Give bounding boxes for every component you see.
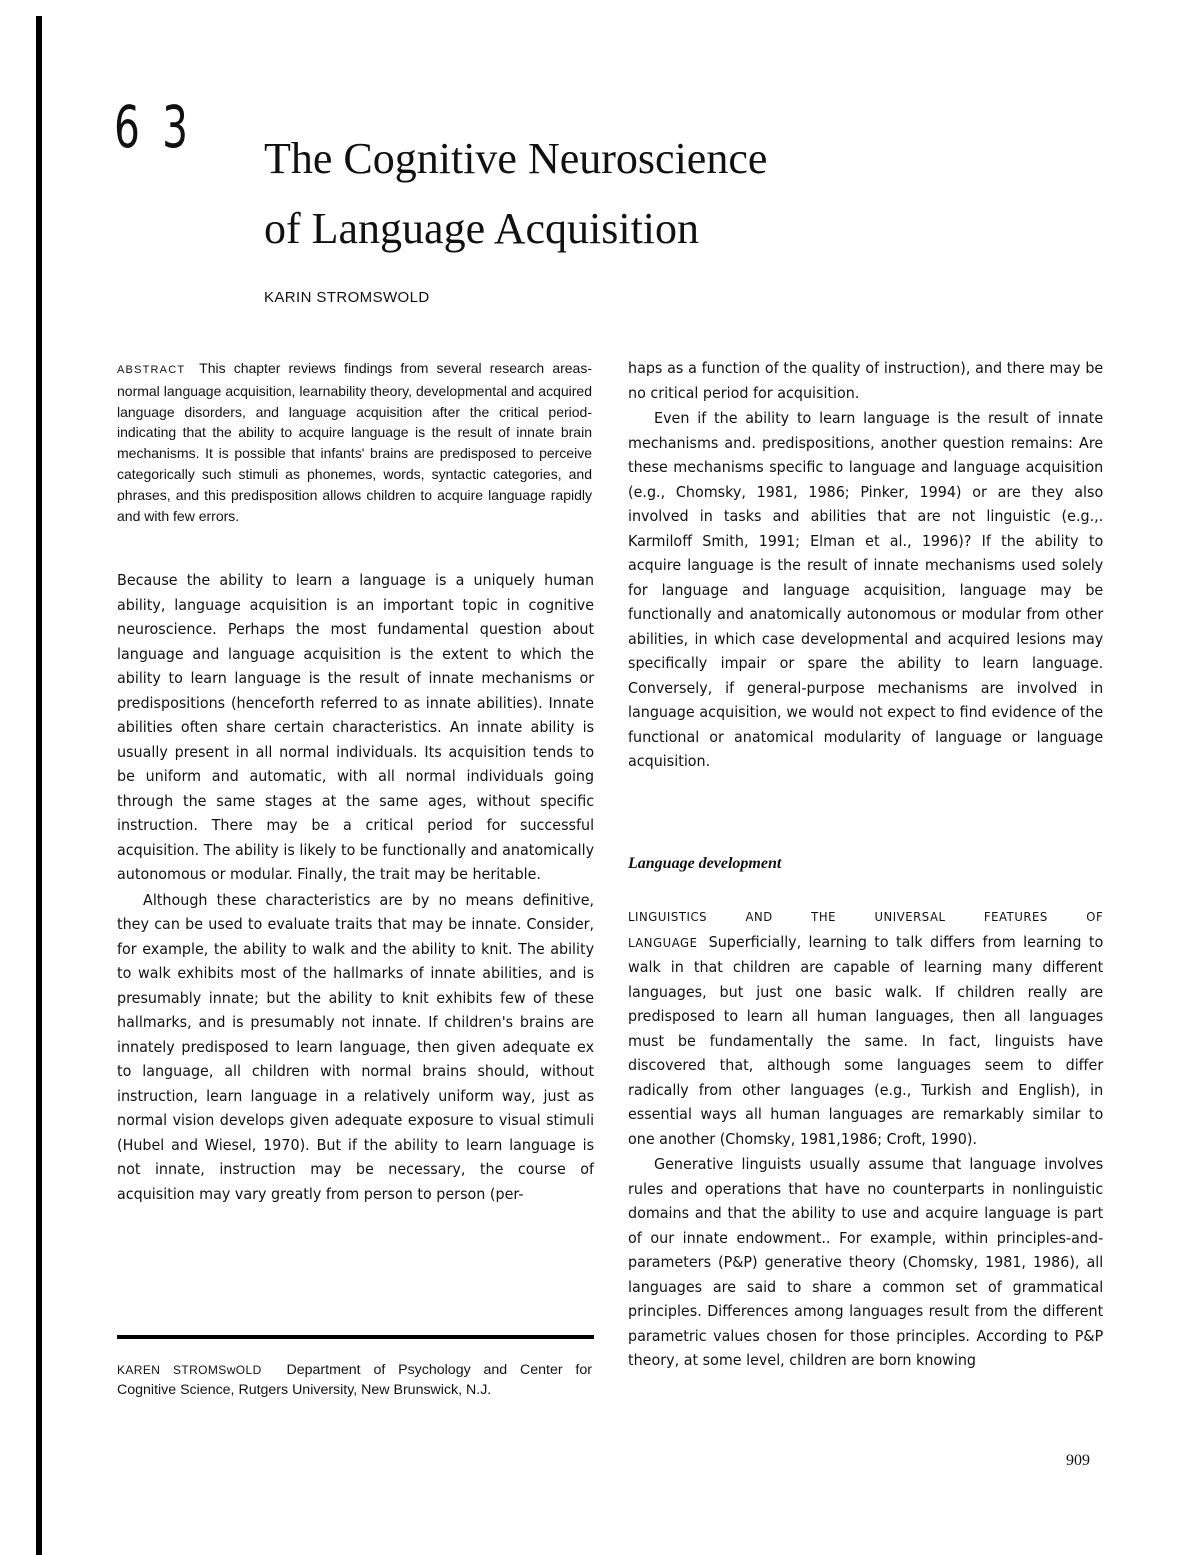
section-heading: Language development [628,855,782,872]
right-column-top [628,356,1103,774]
footnote-rule [117,1335,594,1339]
runin-heading: LINGUISTICS AND THE UNIVERSAL FEATURES OF LANGUAGE [628,909,1104,950]
author-name: KARIN STROMSWOLD [264,289,430,306]
abstract [117,358,592,526]
body-paragraph [628,904,1103,1151]
body-paragraph: Although these characteristics are by no means definitive, they can be used to evaluate traits that may be innate. Consider, for example, the ability to walk and the ability to knit. The ability to walk exhibits most of the hallmarks of innate abilities, and is presumably innate; but the ability to knit exhibits few of these hallmarks, and is presumably not innate. If children's brains are innately predisposed to learn language, then given adequate ex to language, all children with normal brains should, without instruction, learn language in a relatively uniform way, just as normal vision develops given adequate exposure to visual stimuli (Hubel and Wiesel, 1970). But if the ability to learn language is not innate, instruction may be necessary, the course of acquisition may vary greatly from person to person (per- [117,890,595,1203]
chapter-number: 6 3 [114,93,193,161]
footnote-text: Department of Psychology and Center for Cognitive Science, Rutgers University, New Brunswick, N.J. [117,1362,592,1398]
page-number: 909 [1066,1452,1090,1469]
page-edge-rule [36,16,42,1555]
body-paragraph: Generative linguists usually assume that language involves rules and operations that have no counterparts in nonlinguistic domains and that the ability to use and acquire language is part of our innate endowment.. For example, within principles-and-parameters (P&P) generative theory (Chomsky, 1981, 1986), all languages are said to share a common set of grammatical principles. Differences among languages result from the different parametric values chosen for those principles. According to P&P theory, at some level, children are born knowing [628,1155,1104,1369]
abstract-text: This chapter reviews findings from several research areas-normal language acquisition, learnability theory, developmental and acquired language disorders, and language acquisition after the critical period-indicating that the ability to acquire language is the result of innate brain mechanisms. It is possible that infants' brains are predisposed to perceive categorically such stimuli as phonemes, words, syntactic categories, and phrases, and this predisposition allows children to acquire language rapidly and with few errors. [117,360,592,524]
body-paragraph: Even if the ability to learn language is the result of innate mechanisms and. predispositions, another question remains: Are these mechanisms specific to language and language acquisition (e.g., Chomsky, 1981, 1986; Pinker, 1994) or are they also involved in tasks and abilities that are not linguistic (e.g.,. Karmiloff Smith, 1991; Elman et al., 1996)? If the ability to acquire language is the result of innate mechanisms used solely for language and language acquisition, language may be functionally and anatomically autonomous or modular from other abilities, in which case developmental and acquired lesions may specifically impair or spare the ability to learn language. Conversely, if general-purpose mechanisms are involved in language acquisition, we would not expect to find evidence of the functional or anatomical modularity of language or language acquisition. [628,409,1104,770]
footnote-name: KAREN STROMSwOLD [117,1363,262,1377]
abstract-label: ABSTRACT [117,364,186,376]
right-column-bottom [628,904,1103,1373]
chapter-title-line1: The Cognitive Neuroscience [264,134,768,183]
body-paragraph: haps as a function of the quality of instruction), and there may be no critical period for acquisition. [628,359,1104,402]
author-footnote [117,1361,592,1400]
body-paragraph: Because the ability to learn a language is a uniquely human ability, language acquisition is an important topic in cognitive neuroscience. Perhaps the most fundamental question about language and language acquisition is the extent to which the ability to learn language is the result of innate mechanisms or predispositions (henceforth referred to as innate abilities). Innate abilities often share certain characteristics. An innate ability is usually present in all normal individuals. Its acquisition tends to be uniform and automatic, with all normal individuals going through the same stages at the same ages, without specific instruction. There may be a critical period for successful acquisition. The ability is likely to be functionally and anatomically autonomous or modular. Finally, the trait may be heritable. [117,571,595,883]
runin-paragraph-text: Superficially, learning to talk differs from learning to walk in that children are capable of learning many different languages, but just one basic walk. If children really are predisposed to learn all human languages, then all languages must be fundamentally the same. In fact, linguists have discovered that, although some languages seem to differ radically from other languages (e.g., Turkish and English), in essential ways all human languages are remarkably similar to one another (Chomsky, 1981,1986; Croft, 1990). [628,932,1104,1148]
chapter-title [264,124,767,264]
left-column [117,568,594,1206]
chapter-title-line2: of Language Acquisition [264,204,700,253]
